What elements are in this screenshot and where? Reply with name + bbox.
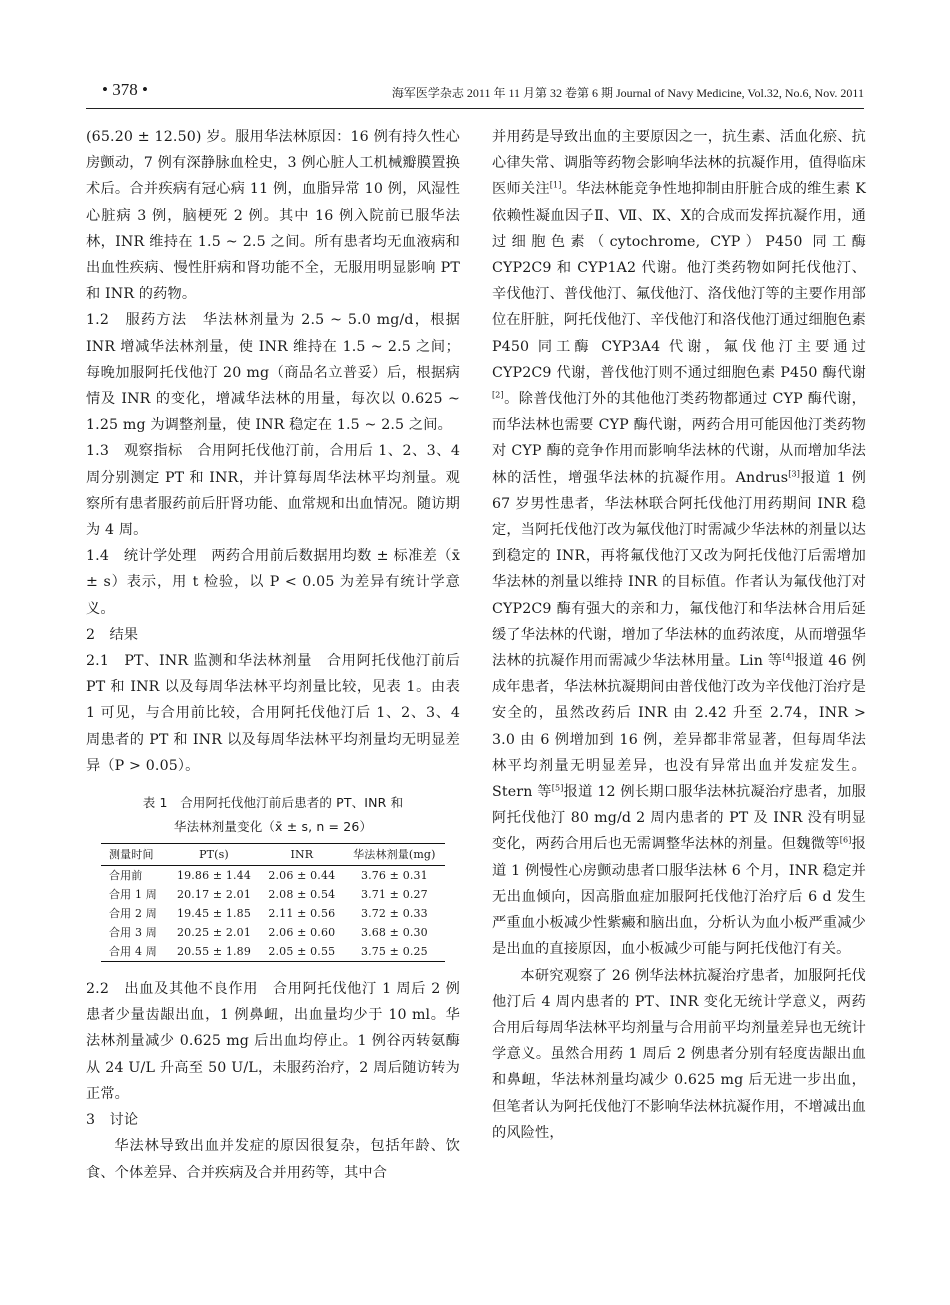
right-column bbox=[492, 124, 866, 1146]
table-row bbox=[101, 885, 445, 904]
table-cell: 2.06 ± 0.44 bbox=[268, 869, 336, 883]
table-header-cell: 华法林剂量(mg) bbox=[344, 844, 445, 866]
section-1-3-title: 1.3 观察指标 bbox=[86, 443, 183, 460]
table-cell: 20.55 ± 1.89 bbox=[168, 942, 260, 962]
discussion-text: 并用药是导致出血的主要原因之一，抗生素、活血化瘀、抗心律失常、调脂等药物会影响华法林的抗凝作用，值得临床医师关注 bbox=[492, 129, 866, 198]
table-cell: 3.76 ± 0.31 bbox=[360, 869, 428, 883]
table-cell: 合用前 bbox=[109, 869, 143, 883]
discussion-text: 。除普伐他汀外的其他他汀类药物都通过 CYP 酶代谢，而华法林也需要 CYP 酶代谢，两药合用可能因他汀类药物对 CYP 酶的竞争作用而影响华法林的代谢，从而增加华法林的活性，增强华法林的抗凝作用。Andrus bbox=[492, 391, 866, 486]
section-1-4-body: 两药合用前后数据用均数 ± 标准差（x̄ ± s）表示，用 t 检验，以 P < 0.05 为差异有统计学意义。 bbox=[86, 548, 460, 617]
section-2-1-title: 2.1 PT、INR 监测和华法林剂量 bbox=[86, 653, 313, 670]
table-cell: 合用 4 周 bbox=[101, 942, 168, 962]
table-cell: 3.72 ± 0.33 bbox=[360, 907, 428, 921]
table-cell: 20.25 ± 2.01 bbox=[176, 926, 251, 940]
table-caption-line-2: 华法林剂量变化（x̄ ± s, n = 26） bbox=[173, 819, 373, 835]
table-caption-line-1: 表 1 合用阿托伐他汀前后患者的 PT、INR 和 bbox=[142, 795, 404, 811]
section-3-title: 3 讨论 bbox=[86, 1112, 139, 1129]
discussion-paragraph-start: 华法林导致出血并发症的原因很复杂，包括年龄、饮食、个体差异、合并疾病及合并用药等，其中合 bbox=[86, 1138, 460, 1181]
table-cell: 合用 3 周 bbox=[109, 926, 157, 940]
section-2-1-body: 合用阿托伐他汀前后 PT 和 INR 以及每周华法林平均剂量比较，见表 1。由表 1 可见，与合用前比较，合用阿托伐他汀后 1、2、3、4 周患者的 PT 和 INR 以及每周华法林平均剂量均无明显差异（P > 0.05）。 bbox=[86, 653, 460, 774]
section-1-2 bbox=[86, 307, 460, 438]
reference-marker: [1] bbox=[549, 180, 562, 190]
discussion-text: 报道 1 例 67 岁男性患者，华法林联合阿托伐他汀用药期间 INR 稳定，当阿托伐他汀改为氟伐他汀时需减少华法林的剂量以达到稳定的 INR，再将氟伐他汀又改为阿托伐他汀后需增加华法林的剂量以维持 INR 的目标值。作者认为氟伐他汀对 CYP2C9 酶有强大的亲和力，氟伐他汀和华法林合用后延缓了华法林的代谢，增加了华法林的血药浓度，从而增强华法林的抗凝作用而需减少华法林用量。Lin 等 bbox=[492, 469, 866, 670]
table-header-cell: INR bbox=[260, 844, 344, 866]
reference-marker: [6] bbox=[839, 835, 852, 845]
table-cell: 20.17 ± 2.01 bbox=[176, 888, 251, 902]
table-cell: 19.86 ± 1.44 bbox=[176, 869, 251, 883]
table-row bbox=[101, 866, 445, 886]
page-header bbox=[86, 76, 864, 104]
section-2-2-body: 合用阿托伐他汀 1 周后 2 例患者少量齿龈出血，1 例鼻衄，出血量均少于 10 ml。华法林剂量减少 0.625 mg 后出血均停止。1 例谷丙转氨酶从 24 U/L 升高至 50 U/L，未服药治疗，2 周后随访转为正常。 bbox=[86, 981, 460, 1102]
table-cell: 2.11 ± 0.56 bbox=[268, 907, 336, 921]
table-cell: 2.08 ± 0.54 bbox=[268, 888, 336, 902]
reference-marker: [2] bbox=[492, 390, 504, 400]
table-header-row bbox=[101, 844, 445, 866]
study-summary-paragraph: 本研究观察了 26 例华法林抗凝治疗患者，加服阿托伐他汀后 4 周内患者的 PT、INR 变化无统计学意义，两药合用后每周华法林平均剂量与合用前平均剂量差异也无统计学意义。虽然合用药 1 周后 2 例患者分别有轻度齿龈出血和鼻衄，华法林剂量均减少 0.625 mg 后无进一步出血，但笔者认为阿托伐他汀不影响华法林抗凝作用，不增减出血的风险性， bbox=[492, 967, 866, 1141]
section-1-4-title: 1.4 统计学处理 bbox=[86, 548, 197, 565]
page-number: • 378 • bbox=[102, 80, 148, 99]
discussion-text: 报道 12 例长期口服华法林抗凝治疗患者，加服阿托伐他汀 80 mg/d 2 周内患者的 PT 及 INR 没有明显变化，两药合用后也无需调整华法林的剂量。但魏微等 bbox=[492, 784, 866, 853]
reference-marker: [4] bbox=[782, 652, 795, 662]
reference-marker: [5] bbox=[551, 783, 564, 793]
section-2-2-title: 2.2 出血及其他不良作用 bbox=[86, 981, 259, 998]
section-1-2-body: 华法林剂量为 2.5 ~ 5.0 mg/d，根据 INR 增减华法林剂量，使 INR 维持在 1.5 ~ 2.5 之间；每晚加服阿托伐他汀 20 mg（商品名立普妥）后，根据病情及 INR 的变化，增减华法林的用量，每次以 0.625 ~ 1.25 mg 为调整剂量，使 INR 稳定在 1.5 ~ 2.5 之间。 bbox=[86, 312, 461, 434]
table-cell: 2.05 ± 0.55 bbox=[260, 942, 344, 962]
section-2-title: 2 结果 bbox=[86, 626, 139, 643]
discussion-text: 。华法林能竞争性地抑制由肝脏合成的维生素 K 依赖性凝血因子Ⅱ、Ⅶ、Ⅸ、Ⅹ的合成而发挥抗凝作用，通过细胞色素（cytochrome, CYP）P450 同工酶 CYP2C9 和 CYP1A2 代谢。他汀类药物如阿托伐他汀、辛伐他汀、普伐他汀、氟伐他汀、洛伐他汀等的主要作用部位在肝脏，阿托伐他汀、辛伐他汀和洛伐他汀通过细胞色素 P450 同工酶 CYP3A4 代谢，氟伐他汀主要通过 CYP2C9 代谢，普伐他汀则不通过细胞色素 P450 酶代谢 bbox=[492, 181, 866, 381]
discussion-text: 报道 46 例成年患者，华法林抗凝期间由普伐他汀改为辛伐他汀治疗是安全的，虽然改药后 INR 由 2.42 升至 2.74，INR > 3.0 由 6 例增加到 16 例，差异都非常显著，但每周华法林平均剂量无明显差异，也没有异常出血并发症发生。Stern 等 bbox=[492, 653, 866, 801]
table-cell: 合用 1 周 bbox=[109, 888, 157, 902]
table-cell: 合用 2 周 bbox=[109, 907, 157, 921]
section-1-2-title: 1.2 服药方法 bbox=[86, 312, 188, 329]
reference-marker: [3] bbox=[788, 468, 801, 478]
table-cell: 3.75 ± 0.25 bbox=[344, 942, 445, 962]
table-header-cell: PT(s) bbox=[168, 844, 260, 866]
table-row bbox=[101, 942, 445, 962]
section-2-2 bbox=[86, 976, 460, 1107]
table-cell: 3.71 ± 0.27 bbox=[360, 888, 428, 902]
table-1 bbox=[86, 791, 460, 962]
table-cell: 3.68 ± 0.30 bbox=[360, 926, 428, 940]
journal-citation: 海军医学杂志 2011 年 11 月第 32 卷第 6 期 Journal of Navy Medicine, Vol.32, No.6, Nov. 2011 bbox=[391, 86, 864, 100]
discussion-paragraph-continued bbox=[492, 124, 866, 963]
intro-paragraph: (65.20 ± 12.50) 岁。服用华法林原因：16 例有持久性心房颤动，7 例有深静脉血栓史，3 例心脏人工机械瓣膜置换术后。合并疾病有冠心病 11 例，血脂异常 10 例，风湿性心脏病 3 例，脑梗死 2 例。其中 16 例入院前已服华法林，INR 维持在 1.5 ~ 2.5 之间。所有患者均无血液病和出血性疾病、慢性肝病和肾功能不全，无服用明显影响 PT 和 INR 的药物。 bbox=[86, 129, 460, 303]
table-row bbox=[101, 923, 445, 942]
table-row bbox=[101, 904, 445, 923]
section-1-3 bbox=[86, 438, 460, 543]
left-column bbox=[86, 124, 460, 1186]
table-header-cell: 测量时间 bbox=[101, 844, 168, 866]
table-cell: 2.06 ± 0.60 bbox=[268, 926, 336, 940]
discussion-text: 报道 1 例慢性心房颤动患者口服华法林 6 个月，INR 稳定并无出血倾向，因高脂血症加服阿托伐他汀治疗后 6 d 发生严重血小板减少性紫癜和脑出血，分析认为血小板严重减少是出血的直接原因，血小板减少可能与阿托伐他汀有关。 bbox=[492, 836, 866, 958]
section-1-4 bbox=[86, 543, 460, 622]
header-rule bbox=[86, 108, 864, 109]
data-table bbox=[101, 843, 445, 962]
section-2-1 bbox=[86, 648, 460, 779]
table-cell: 19.45 ± 1.85 bbox=[176, 907, 251, 921]
section-1-3-body: 合用阿托伐他汀前，合用后 1、2、3、4 周分别测定 PT 和 INR，并计算每周华法林平均剂量。观察所有患者服药前后肝肾功能、血常规和出血情况。随访期为 4 周。 bbox=[86, 443, 460, 539]
